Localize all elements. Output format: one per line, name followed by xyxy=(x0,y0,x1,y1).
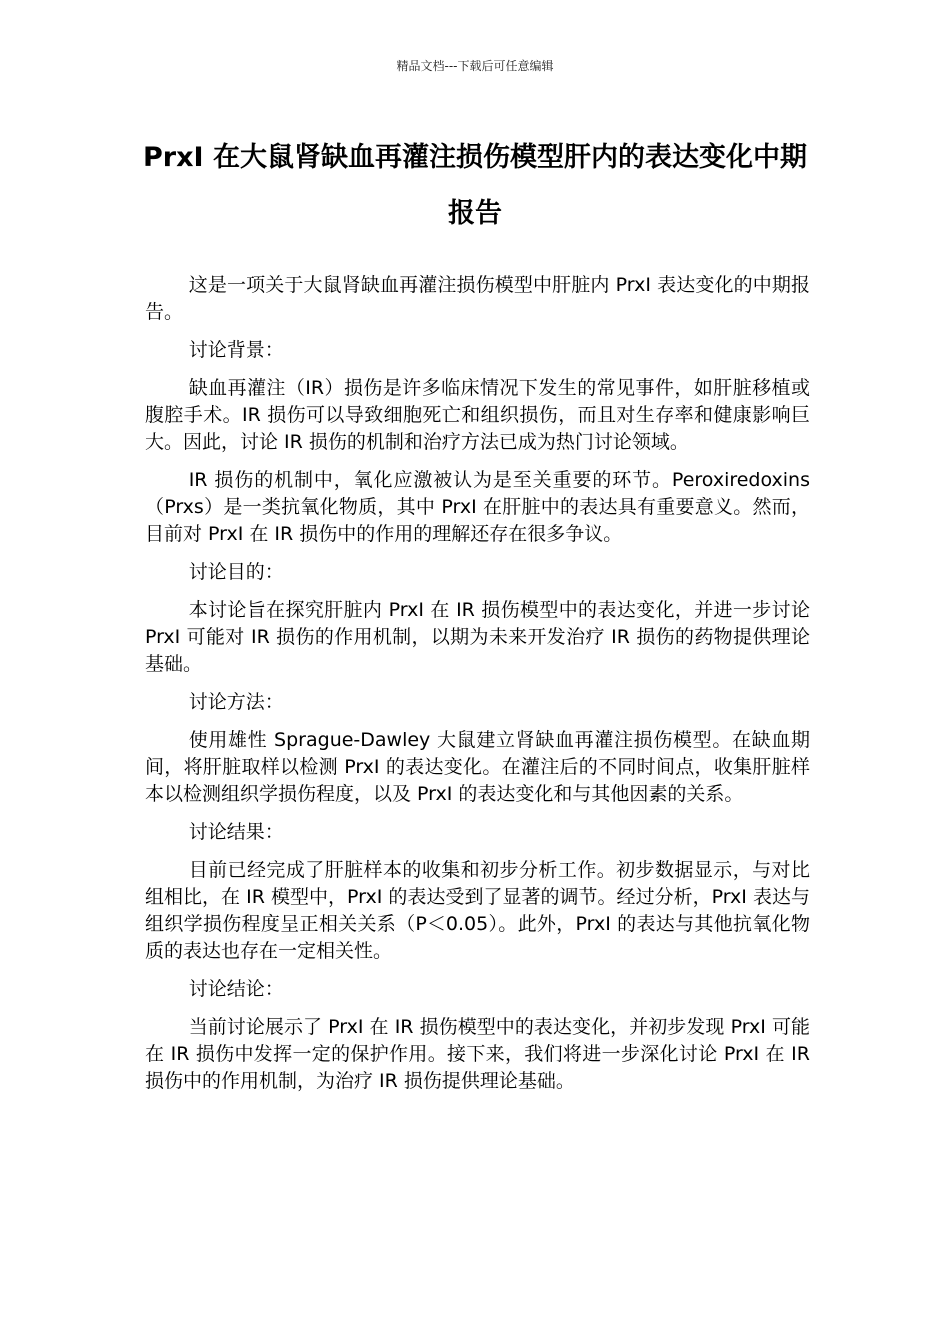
background-paragraph-1: 缺血再灌注（IR）损伤是许多临床情况下发生的常见事件，如肝脏移植或腹腔手术。IR 损伤可以导致细胞死亡和组织损伤，而且对生存率和健康影响巨大。因此，讨论 IR 损伤的机制和治疗方法已成为热门讨论领域。 xyxy=(145,377,810,453)
section-heading-background: 讨论背景： xyxy=(188,339,284,361)
section-heading-purpose: 讨论目的： xyxy=(188,561,284,583)
intro-paragraph: 这是一项关于大鼠肾缺血再灌注损伤模型中肝脏内 PrxI 表达变化的中期报告。 xyxy=(145,274,810,323)
section-heading-conclusion: 讨论结论： xyxy=(188,978,284,1000)
document-body xyxy=(145,272,810,1106)
document-title: PrxI 在大鼠肾缺血再灌注损伤模型肝内的表达变化中期报告 xyxy=(143,142,807,229)
section-heading-methods: 讨论方法： xyxy=(188,691,284,713)
results-paragraph: 目前已经完成了肝脏样本的收集和初步分析工作。初步数据显示，与对比组相比，在 IR 模型中，PrxI 的表达受到了显著的调节。经过分析，PrxI 表达与组织学损伤程度呈正相关关系（P＜0.05）。此外，PrxI 的表达与其他抗氧化物质的表达也存在一定相关性。 xyxy=(145,859,810,962)
methods-paragraph: 使用雄性 Sprague-Dawley 大鼠建立肾缺血再灌注损伤模型。在缺血期间，将肝脏取样以检测 PrxI 的表达变化。在灌注后的不同时间点，收集肝脏样本以检测组织学损伤程度，以及 PrxI 的表达变化和与其他因素的关系。 xyxy=(145,729,810,805)
conclusion-paragraph: 当前讨论展示了 PrxI 在 IR 损伤模型中的表达变化，并初步发现 PrxI 可能在 IR 损伤中发挥一定的保护作用。接下来，我们将进一步深化讨论 PrxI 在 IR 损伤中的作用机制，为治疗 IR 损伤提供理论基础。 xyxy=(145,1016,810,1092)
background-paragraph-2: IR 损伤的机制中，氧化应激被认为是至关重要的环节。Peroxiredoxins（Prxs）是一类抗氧化物质，其中 PrxI 在肝脏中的表达具有重要意义。然而，目前对 PrxI 在 IR 损伤中的作用的理解还存在很多争议。 xyxy=(145,469,810,545)
purpose-paragraph: 本讨论旨在探究肝脏内 PrxI 在 IR 损伤模型中的表达变化，并进一步讨论 PrxI 可能对 IR 损伤的作用机制，以期为未来开发治疗 IR 损伤的药物提供理论基础。 xyxy=(145,599,810,675)
section-heading-results: 讨论结果： xyxy=(188,821,284,843)
page-header: 精品文档---下载后可任意编辑 xyxy=(396,59,554,73)
